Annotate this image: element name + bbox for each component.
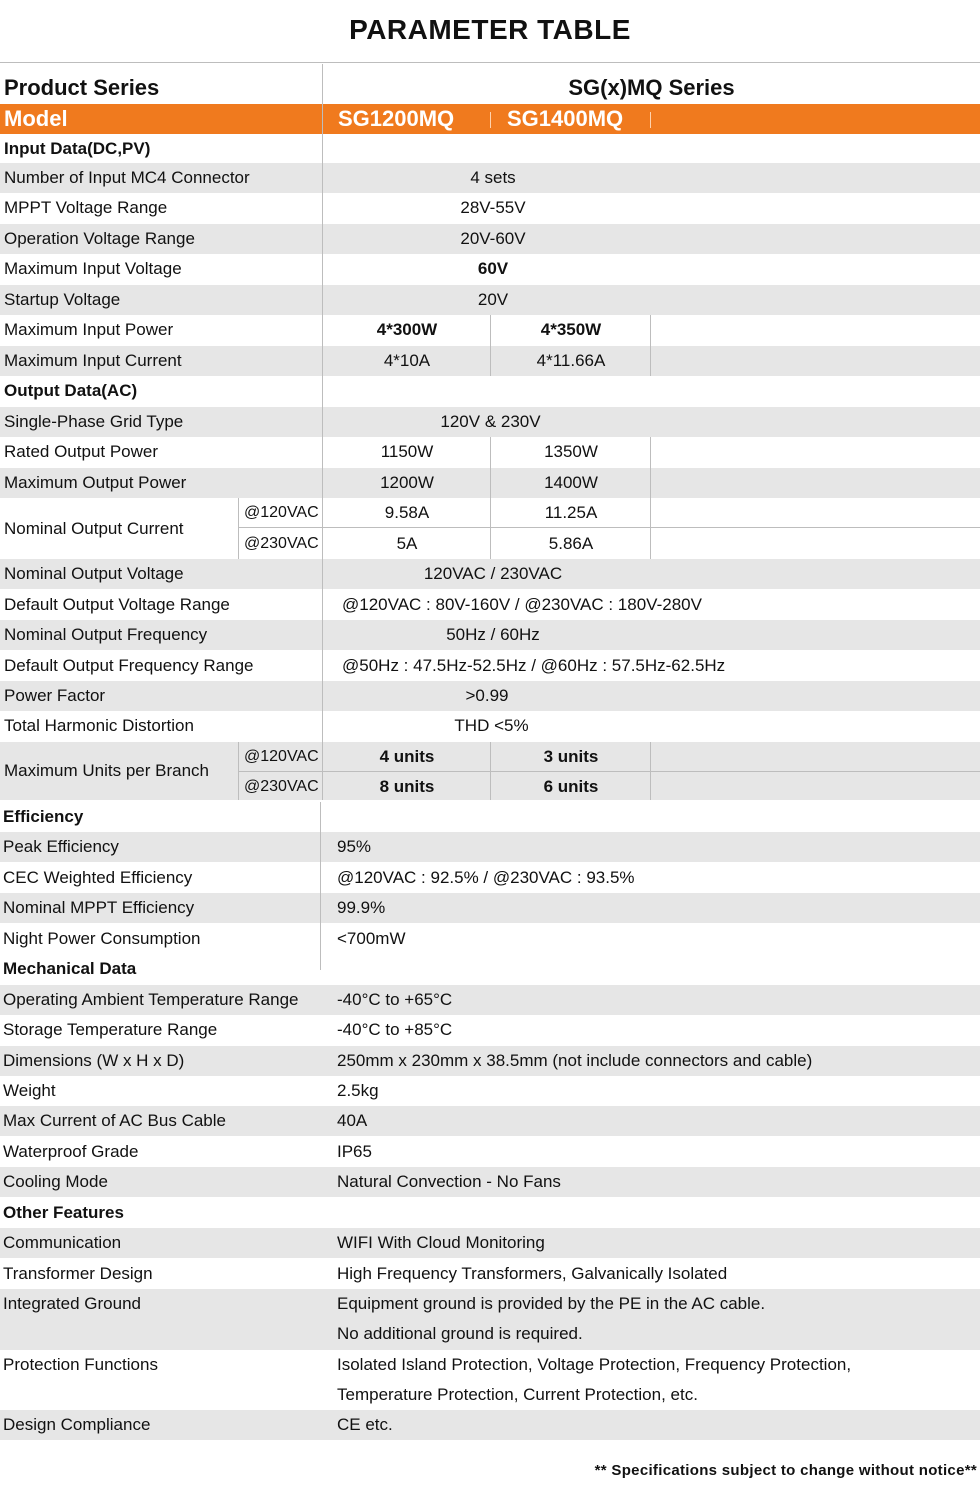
row-value: Natural Convection - No Fans	[337, 1172, 561, 1191]
row-label: Nominal Output Current	[4, 519, 184, 538]
table-row	[0, 407, 980, 437]
row-label: MPPT Voltage Range	[4, 198, 168, 217]
row-value: @50Hz : 47.5Hz-52.5Hz / @60Hz : 57.5Hz-62.5Hz	[342, 656, 726, 675]
column-divider	[490, 437, 491, 559]
table-row	[0, 590, 980, 620]
section-row	[0, 376, 980, 406]
column-divider	[650, 742, 651, 800]
row-value-model-1: 1150W	[380, 442, 434, 461]
row-value: 20V	[477, 290, 509, 309]
row-value-model-2: 11.25A	[544, 503, 598, 522]
table-row	[0, 985, 980, 1015]
row-value-model-1: 4 units	[379, 747, 435, 766]
table-row	[0, 559, 980, 589]
row-label: Weight	[3, 1081, 56, 1100]
row-label: Maximum Input Power	[4, 320, 174, 339]
row-value-model-2: 4*350W	[540, 320, 602, 339]
model-header-row	[0, 104, 980, 134]
model-divider	[650, 112, 651, 128]
table-row	[0, 681, 980, 711]
row-label: Maximum Output Power	[4, 473, 187, 492]
row-label: Cooling Mode	[3, 1172, 108, 1191]
section-input: Input Data(DC,PV)	[4, 139, 151, 158]
row-value: >0.99	[465, 686, 509, 705]
row-value: 2.5kg	[337, 1081, 379, 1100]
row-value: 20V-60V	[460, 229, 526, 248]
row-value: <700mW	[337, 929, 406, 948]
row-label: Default Output Frequency Range	[4, 656, 254, 675]
divider	[238, 771, 980, 772]
row-value: 250mm x 230mm x 38.5mm (not include connectors and cable)	[337, 1051, 813, 1070]
row-label: Transformer Design	[3, 1264, 153, 1283]
sub-label: @230VAC	[244, 778, 319, 795]
row-label: Power Factor	[4, 686, 106, 705]
row-value: Temperature Protection, Current Protection, etc.	[337, 1385, 698, 1404]
row-value-model-2: 1400W	[544, 473, 598, 492]
row-value: -40°C to +85°C	[337, 1020, 453, 1039]
row-value-model-2: 5.86A	[548, 534, 594, 553]
row-label: Single-Phase Grid Type	[4, 412, 184, 431]
table-row	[0, 224, 980, 254]
row-label: Maximum Input Voltage	[4, 259, 182, 278]
row-label: Peak Efficiency	[3, 837, 119, 856]
row-label: Night Power Consumption	[3, 929, 201, 948]
column-divider	[490, 742, 491, 800]
column-divider	[650, 437, 651, 559]
section-features: Other Features	[3, 1203, 124, 1222]
product-series-row	[0, 72, 980, 104]
model-2: SG1400MQ	[507, 106, 624, 131]
column-divider	[322, 64, 323, 800]
row-value: 95%	[337, 837, 372, 856]
table-row	[0, 924, 980, 954]
row-value: High Frequency Transformers, Galvanically Isolated	[337, 1264, 728, 1283]
divider	[238, 498, 239, 559]
row-value: Isolated Island Protection, Voltage Protection, Frequency Protection,	[337, 1355, 852, 1374]
model-divider	[490, 112, 491, 128]
row-value: THD <5%	[454, 716, 529, 735]
table-row	[0, 285, 980, 315]
model-1: SG1200MQ	[338, 106, 455, 131]
row-label: Maximum Units per Branch	[4, 761, 210, 780]
row-value: @120VAC : 80V-160V / @230VAC : 180V-280V	[342, 595, 702, 614]
table-row	[0, 254, 980, 284]
table-row	[0, 1289, 980, 1350]
section-mechanical: Mechanical Data	[3, 959, 137, 978]
row-value: Equipment ground is provided by the PE in the AC cable.	[337, 1294, 766, 1313]
table-row	[0, 651, 980, 681]
row-value: 28V-55V	[460, 198, 526, 217]
row-label: Nominal Output Voltage	[4, 564, 184, 583]
row-label: CEC Weighted Efficiency	[3, 868, 193, 887]
row-value: 50Hz / 60Hz	[446, 625, 540, 644]
title-divider	[0, 62, 980, 63]
table-row	[0, 863, 980, 893]
product-series-label: Product Series	[4, 75, 160, 100]
section-row	[0, 134, 980, 164]
row-value: No additional ground is required.	[337, 1324, 583, 1343]
row-value: 60V	[477, 259, 509, 278]
row-value-model-1: 1200W	[380, 473, 434, 492]
row-label: Protection Functions	[3, 1355, 158, 1374]
row-value: 4 sets	[470, 168, 516, 187]
sub-label: @120VAC	[244, 748, 319, 765]
row-label: Operating Ambient Temperature Range	[3, 990, 299, 1009]
section-row	[0, 1198, 980, 1228]
table-row	[0, 1410, 980, 1440]
row-value-model-2: 3 units	[543, 747, 599, 766]
table-row	[0, 193, 980, 223]
row-value: 40A	[337, 1111, 368, 1130]
row-value: 120V & 230V	[440, 412, 541, 431]
row-label: Max Current of AC Bus Cable	[3, 1111, 226, 1130]
table-row	[0, 1259, 980, 1289]
table-row	[0, 1106, 980, 1136]
row-value: CE etc.	[337, 1415, 393, 1434]
row-value-model-2: 4*11.66A	[536, 351, 606, 370]
row-label: Operation Voltage Range	[4, 229, 195, 248]
row-label: Waterproof Grade	[3, 1142, 139, 1161]
row-value-model-1: 8 units	[379, 777, 435, 796]
row-label: Storage Temperature Range	[3, 1020, 218, 1039]
table-row	[0, 1167, 980, 1197]
row-label: Maximum Input Current	[4, 351, 182, 370]
row-label: Communication	[3, 1233, 122, 1252]
product-series-value: SG(x)MQ Series	[568, 75, 735, 100]
row-label: Total Harmonic Distortion	[4, 716, 194, 735]
sub-label: @120VAC	[244, 504, 319, 521]
row-value-model-1: 9.58A	[384, 503, 430, 522]
row-label: Default Output Voltage Range	[4, 595, 230, 614]
divider	[238, 527, 980, 528]
row-value: @120VAC : 92.5% / @230VAC : 93.5%	[337, 868, 635, 887]
table-row	[0, 893, 980, 923]
row-label: Startup Voltage	[4, 290, 121, 309]
row-value-model-1: 5A	[396, 534, 418, 553]
row-value-model-2: 6 units	[543, 777, 599, 796]
row-label: Number of Input MC4 Connector	[4, 168, 250, 187]
sub-label: @230VAC	[244, 535, 319, 552]
section-output: Output Data(AC)	[4, 381, 138, 400]
row-label: Rated Output Power	[4, 442, 159, 461]
row-value-model-2: 1350W	[544, 442, 598, 461]
table-row	[0, 1076, 980, 1106]
section-row	[0, 954, 980, 984]
row-label: Nominal Output Frequency	[4, 625, 208, 644]
row-value-model-1: 4*10A	[383, 351, 431, 370]
table-row	[0, 1137, 980, 1167]
column-divider	[490, 315, 491, 376]
table-row	[0, 1228, 980, 1258]
row-label: Design Compliance	[3, 1415, 151, 1434]
section-efficiency: Efficiency	[3, 807, 84, 826]
table-row	[0, 1015, 980, 1045]
model-label: Model	[4, 106, 68, 131]
row-value: 120VAC / 230VAC	[423, 564, 563, 583]
table-row	[0, 711, 980, 741]
footnote: ** Specifications subject to change without notice**	[594, 1462, 977, 1479]
row-label: Nominal MPPT Efficiency	[3, 898, 195, 917]
column-divider	[650, 315, 651, 376]
table-row	[0, 620, 980, 650]
row-value: 99.9%	[337, 898, 386, 917]
row-value: -40°C to +65°C	[337, 990, 453, 1009]
table-row	[0, 1350, 980, 1410]
row-label: Integrated Ground	[3, 1294, 141, 1313]
row-value: WIFI With Cloud Monitoring	[337, 1233, 545, 1252]
section-row	[0, 802, 980, 832]
table-row	[0, 832, 980, 862]
table-row	[0, 163, 980, 193]
column-divider	[320, 802, 321, 970]
table-row	[0, 1046, 980, 1076]
page-title: PARAMETER TABLE	[349, 14, 631, 45]
row-value-model-1: 4*300W	[376, 320, 438, 339]
row-label: Dimensions (W x H x D)	[3, 1051, 185, 1070]
row-value: IP65	[337, 1142, 372, 1161]
